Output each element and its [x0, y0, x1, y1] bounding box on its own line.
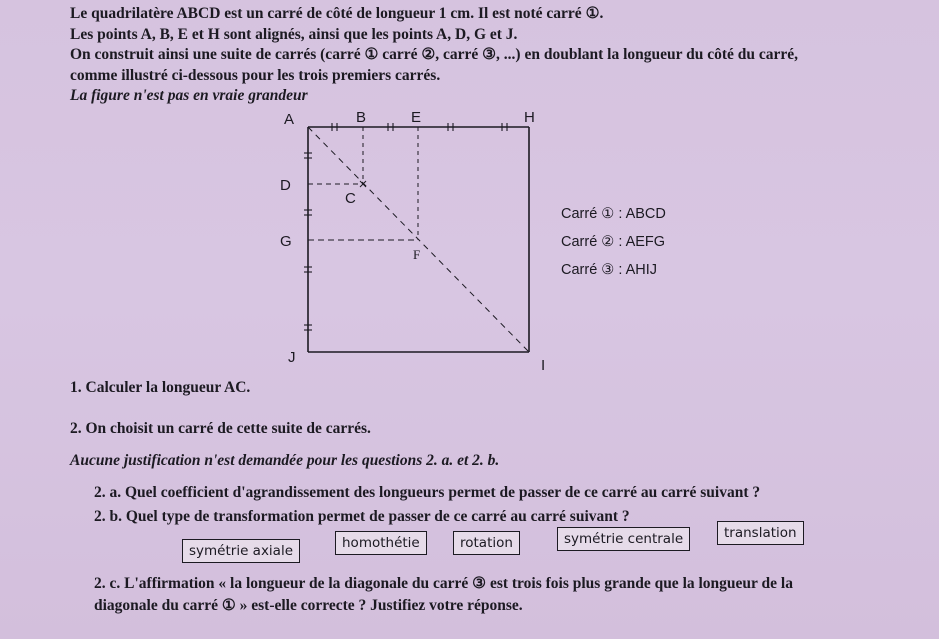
squares-legend: [561, 200, 666, 284]
intro-line-3: On construit ainsi une suite de carrés (carré ① carré ②, carré ③, ...) en doublant la longueur du côté du carré,: [70, 46, 799, 63]
choice-symetrie-axiale[interactable]: symétrie axiale: [182, 539, 300, 563]
squares-figure: [270, 100, 570, 380]
question-2a: [94, 483, 924, 503]
label-E: E: [411, 109, 422, 126]
label-H: H: [524, 109, 535, 126]
question-2c-line-2: diagonale du carré ① » est-elle correcte ? Justifiez votre réponse.: [94, 597, 523, 614]
choice-translation[interactable]: translation: [717, 521, 804, 545]
choice-homothetie[interactable]: homothétie: [335, 531, 427, 555]
question-2c-number: 2. c.: [94, 575, 121, 592]
legend-square-1: Carré ① : ABCD: [561, 206, 666, 222]
label-B: B: [356, 109, 367, 126]
label-D: D: [280, 177, 291, 194]
vertex-C-marker: [360, 181, 366, 187]
label-J: J: [288, 349, 296, 366]
question-2-note: Aucune justification n'est demandée pour les questions 2. a. et 2. b.: [70, 452, 500, 469]
choice-symetrie-centrale[interactable]: symétrie centrale: [557, 527, 690, 551]
intro-line-4: comme illustré ci-dessous pour les trois premiers carrés.: [70, 66, 441, 84]
question-2c-line-1: L'affirmation « la longueur de la diagonale du carré ③ est trois fois plus grande que la longueur de la: [124, 575, 793, 592]
label-A: A: [284, 111, 295, 128]
label-F: F: [413, 247, 421, 262]
question-2a-text: Quel coefficient d'agrandissement des longueurs permet de passer de ce carré au carré suivant ?: [125, 484, 761, 501]
question-2b-text: Quel type de transformation permet de passer de ce carré au carré suivant ?: [125, 508, 630, 525]
question-2c: [94, 574, 924, 594]
intro-line-1: Le quadrilatère ABCD est un carré de côté de longueur 1 cm. Il est noté carré ①.: [70, 5, 604, 22]
question-2a-number: 2. a.: [94, 484, 122, 501]
squares-diagram: [270, 100, 570, 380]
legend-square-2: Carré ② : AEFG: [561, 234, 666, 250]
label-C: C: [345, 190, 356, 207]
figure-caption: La figure n'est pas en vraie grandeur: [70, 87, 308, 104]
label-I: I: [541, 357, 546, 374]
intro-text: [70, 4, 860, 107]
question-2b-number: 2. b.: [94, 508, 122, 525]
label-G: G: [280, 233, 292, 250]
legend-square-3: Carré ③ : AHIJ: [561, 262, 657, 278]
transformation-choices: [182, 521, 822, 559]
intro-line-2: Les points A, B, E et H sont alignés, ainsi que les points A, D, G et J.: [70, 25, 518, 43]
question-2: 2. On choisit un carré de cette suite de carrés.: [70, 420, 371, 437]
choice-rotation[interactable]: rotation: [453, 531, 520, 555]
question-1: 1. Calculer la longueur AC.: [70, 379, 251, 396]
